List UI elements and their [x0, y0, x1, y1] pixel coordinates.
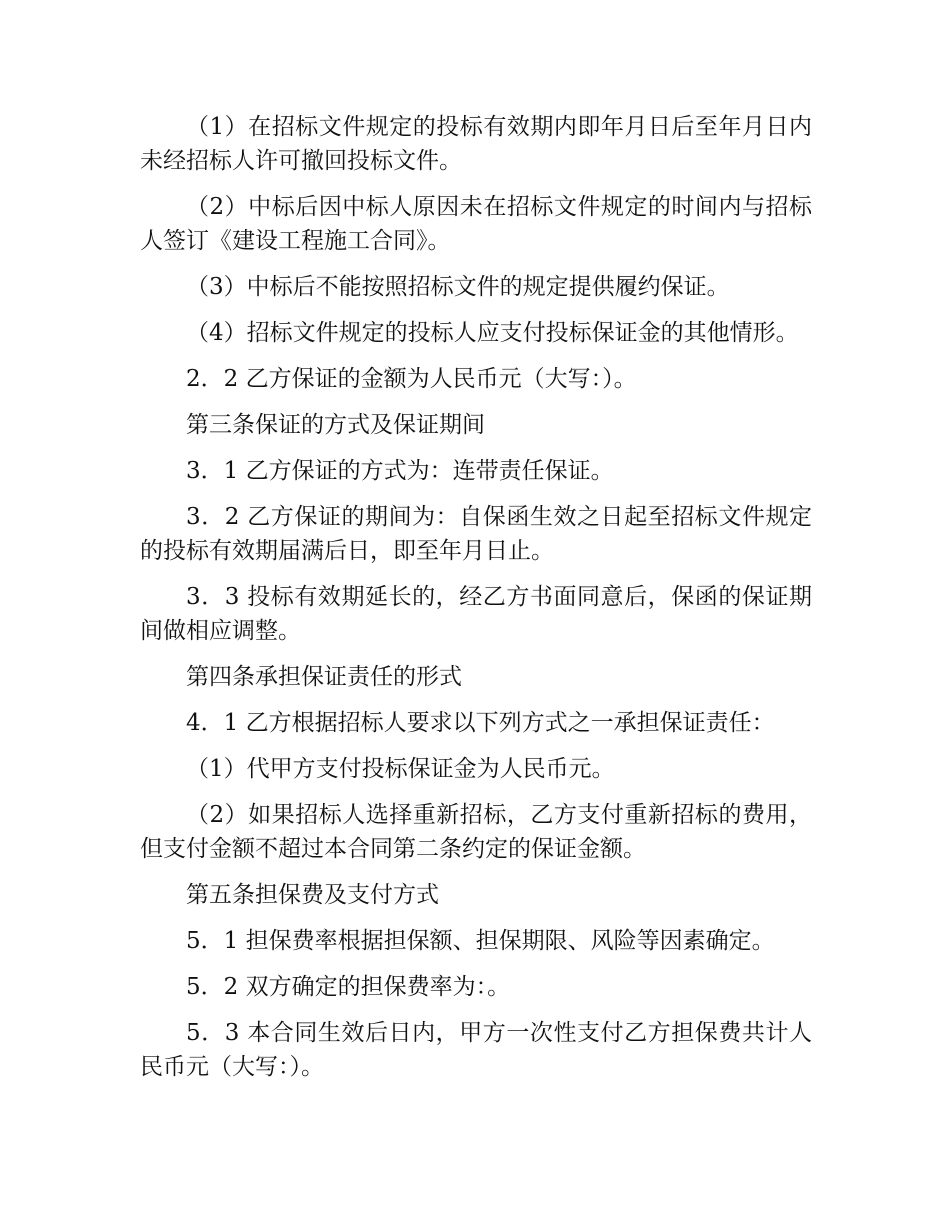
- paragraph-condition-4: （4）招标文件规定的投标人应支付投标保证金的其他情形。: [186, 320, 799, 346]
- heading-article-3: 第三条保证的方式及保证期间: [186, 412, 485, 438]
- paragraph-clause-4-1: 4．1 乙方根据招标人要求以下列方式之一承担保证责任：: [186, 710, 775, 736]
- paragraph-condition-1: （1）在招标文件规定的投标有效期内即年月日后至年月日内未经招标人许可撤回投标文件。: [140, 114, 812, 174]
- paragraph-clause-5-2: 5．2 双方确定的担保费率为：。: [186, 974, 511, 1000]
- paragraph-clause-3-3: 3．3 投标有效期延长的，经乙方书面同意后，保函的保证期间做相应调整。: [140, 584, 812, 644]
- paragraph-clause-2-2: 2．2 乙方保证的金额为人民币元（大写：）。: [186, 366, 637, 392]
- paragraph-clause-3-2: 3．2 乙方保证的期间为：自保函生效之日起至招标文件规定的投标有效期届满后日，即至年月日止。: [140, 504, 812, 564]
- heading-article-5: 第五条担保费及支付方式: [186, 882, 439, 908]
- paragraph-method-1: （1）代甲方支付投标保证金为人民币元。: [186, 756, 615, 782]
- paragraph-condition-3: （3）中标后不能按照招标文件的规定提供履约保证。: [186, 274, 730, 300]
- document-body: [140, 110, 812, 1096]
- paragraph-method-2: （2）如果招标人选择重新招标，乙方支付重新招标的费用，但支付金额不超过本合同第二条约定的保证金额。: [140, 802, 812, 862]
- paragraph-clause-3-1: 3．1 乙方保证的方式为：连带责任保证。: [186, 458, 614, 484]
- paragraph-condition-2: （2）中标后因中标人原因未在招标文件规定的时间内与招标人签订《建设工程施工合同》。: [140, 194, 812, 254]
- paragraph-clause-5-1: 5．1 担保费率根据担保额、担保期限、风险等因素确定。: [186, 928, 775, 954]
- paragraph-clause-5-3: 5．3 本合同生效后日内，甲方一次性支付乙方担保费共计人民币元（大写：）。: [140, 1020, 812, 1080]
- heading-article-4: 第四条承担保证责任的形式: [186, 664, 462, 690]
